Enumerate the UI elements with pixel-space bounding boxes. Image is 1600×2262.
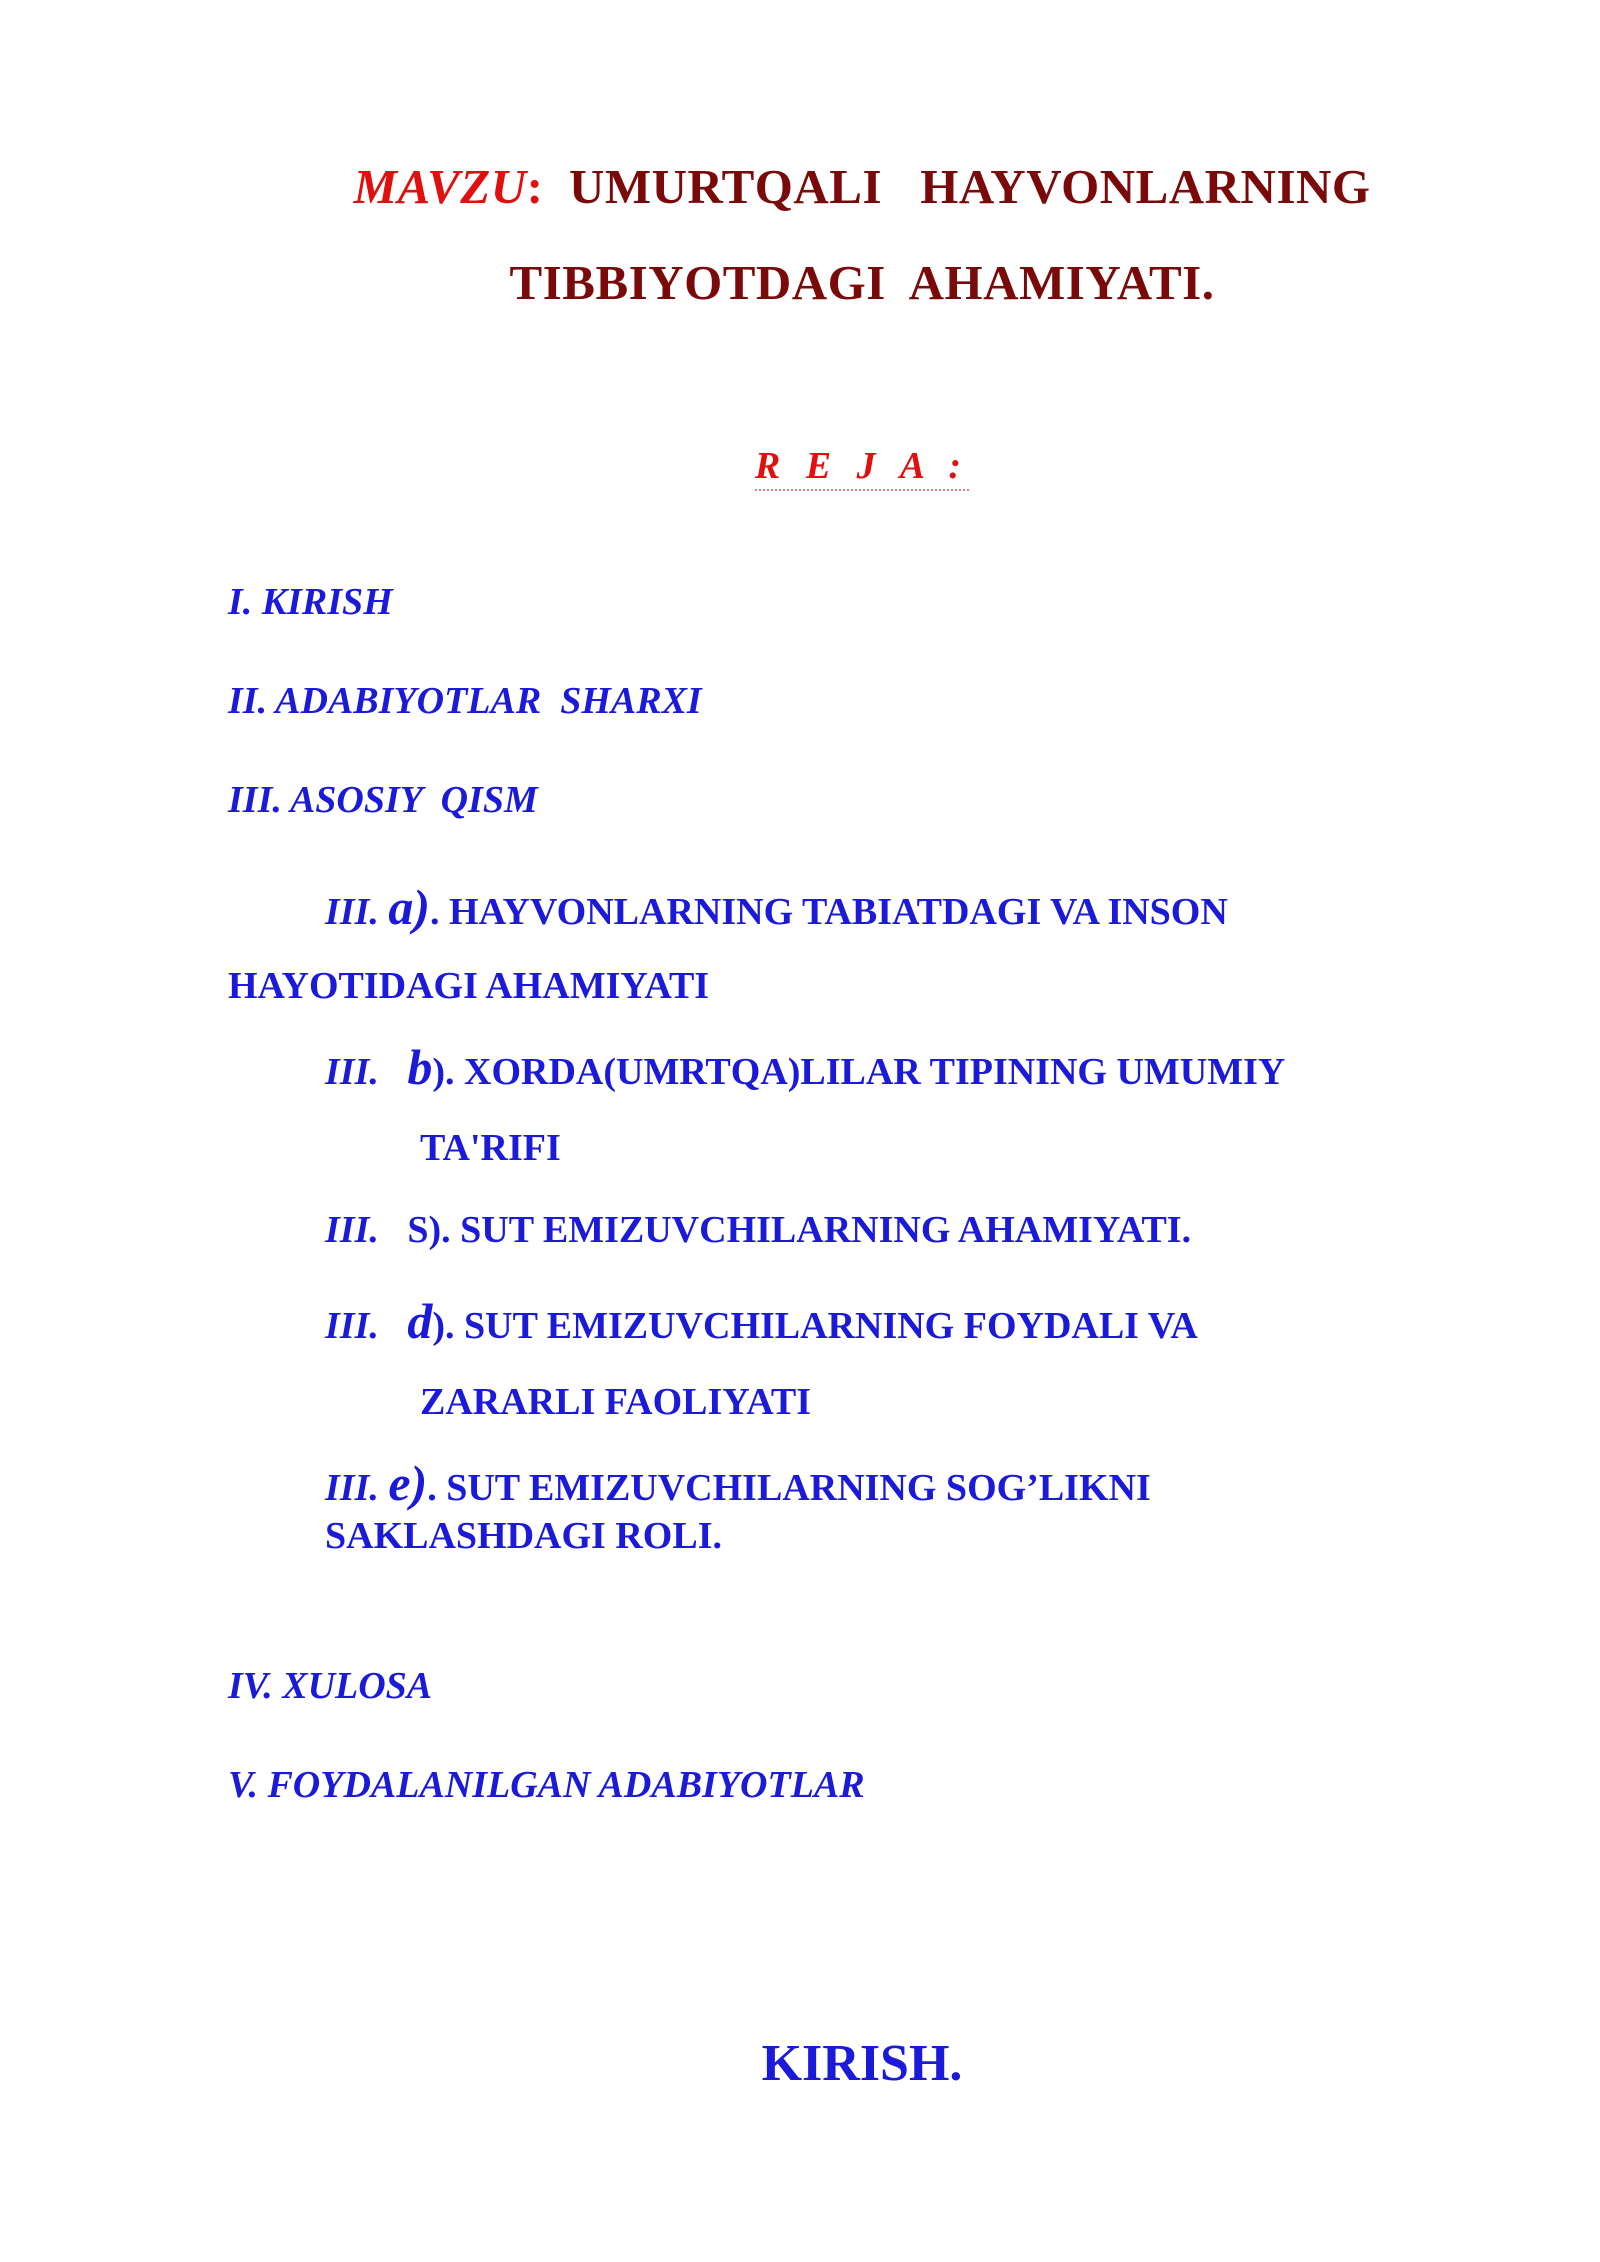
- plan-heading: [0, 444, 1600, 488]
- subitem-s-text: S). SUT EMIZUVCHILARNING AHAMIYATI.: [407, 1209, 1192, 1251]
- subitem-e-letter: e): [388, 1455, 428, 1511]
- plan-subitem-e-line-1: [325, 1454, 1151, 1512]
- subitem-e-text: . SUT EMIZUVCHILARNING SOG’LIKNI: [427, 1467, 1151, 1509]
- subitem-b-number: III.: [325, 1051, 379, 1093]
- subitem-d-number: III.: [325, 1305, 379, 1347]
- page-title-line-2: TIBBIYOTDAGI AHAMIYATI.: [509, 255, 1215, 310]
- subitem-d-letter: d: [407, 1293, 433, 1349]
- plan-subitem-b-line-1: [325, 1038, 1285, 1096]
- plan-subitem-s-line-1: [325, 1208, 1191, 1252]
- title-label: MAVZU: [353, 159, 527, 214]
- plan-subitem-e-line-2: SAKLASHDAGI ROLI.: [325, 1515, 722, 1557]
- subitem-e-number: III.: [325, 1467, 379, 1509]
- plan-subitem-d-line-1: [325, 1292, 1198, 1350]
- subitem-a-text: . HAYVONLARNING TABIATDAGI VA INSON: [430, 891, 1228, 933]
- subitem-b-text: ). XORDA(UMRTQA)LILAR TIPINING UMUMIY: [432, 1051, 1286, 1093]
- plan-subitem-a-line-2: HAYOTIDAGI AHAMIYATI: [228, 965, 710, 1007]
- subitem-b-letter: b: [407, 1039, 433, 1095]
- subitem-d-text: ). SUT EMIZUVCHILARNING FOYDALI VA: [432, 1305, 1198, 1347]
- plan-item-2: II. ADABIYOTLAR SHARXI: [228, 680, 702, 722]
- plan-subitem-b-line-2: TA'RIFI: [420, 1127, 561, 1169]
- subitem-s-number: III.: [325, 1209, 379, 1251]
- plan-subitem-d-line-2: ZARARLI FAOLIYATI: [420, 1381, 811, 1423]
- title-text-line-1: UMURTQALI HAYVONLARNING: [568, 159, 1371, 214]
- page-title-line-1: [0, 158, 1600, 215]
- plan-subitem-a-line-1: [325, 878, 1228, 936]
- plan-item-4: IV. XULOSA: [228, 1665, 433, 1707]
- plan-item-3: III. ASOSIY QISM: [228, 779, 538, 821]
- plan-item-5: V. FOYDALANILGAN ADABIYOTLAR: [228, 1764, 865, 1806]
- section-heading: KIRISH.: [761, 2035, 963, 2092]
- plan-heading-text: R E J A :: [755, 445, 969, 491]
- plan-item-1: I. KIRISH: [228, 581, 393, 623]
- subitem-a-number: III.: [325, 891, 379, 933]
- title-separator: :: [526, 159, 544, 214]
- subitem-a-letter: a): [388, 879, 431, 935]
